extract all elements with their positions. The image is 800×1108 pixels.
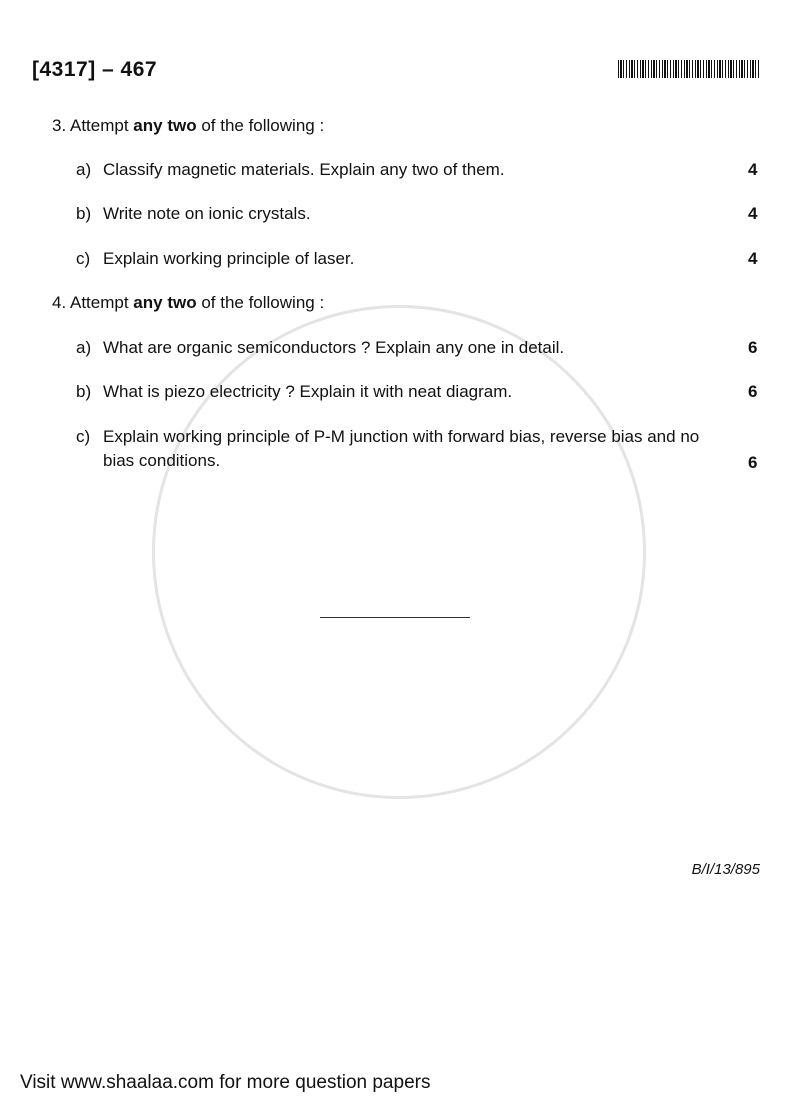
- end-divider: [320, 617, 470, 618]
- question-3b: b) Write note on ionic crystals.: [76, 204, 311, 223]
- question-3a: a) Classify magnetic materials. Explain any two of them.: [76, 160, 505, 179]
- marks-4c: 6: [748, 453, 758, 472]
- marks-3b: 4: [748, 204, 758, 223]
- question-3c: c) Explain working principle of laser.: [76, 249, 355, 268]
- paper-header-code: [4317] – 467: [32, 58, 158, 81]
- question-4a: a) What are organic semiconductors ? Explain any one in detail.: [76, 338, 565, 357]
- marks-3a: 4: [748, 160, 758, 179]
- question-3-heading: 3. Attempt any two of the following :: [52, 116, 325, 135]
- question-4-heading: 4. Attempt any two of the following :: [52, 293, 325, 312]
- paper-code: B/I/13/895: [691, 861, 760, 878]
- question-4c: c) Explain working principle of P-M junction with forward bias, reverse bias and no bias conditions.: [76, 427, 700, 470]
- question-4b: b) What is piezo electricity ? Explain it with neat diagram.: [76, 382, 513, 401]
- footer-text: Visit www.shaalaa.com for more question papers: [20, 1072, 431, 1093]
- barcode-icon: [618, 60, 760, 78]
- marks-4a: 6: [748, 338, 758, 357]
- marks-3c: 4: [748, 249, 758, 268]
- marks-4b: 6: [748, 382, 758, 401]
